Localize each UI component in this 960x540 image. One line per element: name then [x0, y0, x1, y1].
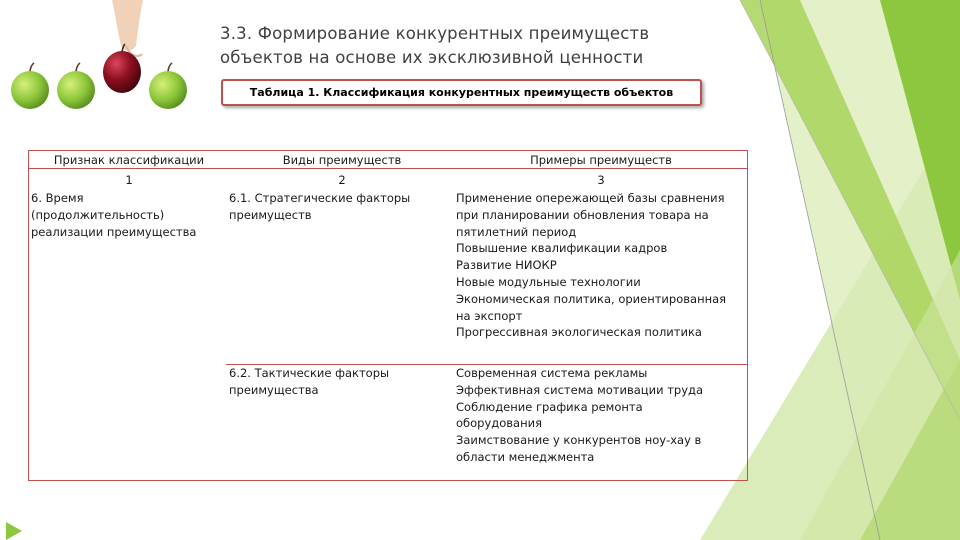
- slide-title-line: 3.3. Формирование конкурентных преимуществ: [220, 24, 650, 43]
- hand-icon: [112, 0, 143, 56]
- example-line: Применение опережающей базы сравнения: [456, 191, 725, 205]
- header-criterion: Признак классификации: [53, 153, 205, 167]
- example-line: Соблюдение графика ремонта: [456, 399, 643, 414]
- examples-cell: [456, 365, 703, 466]
- example-line: Современная система рекламы: [456, 366, 648, 380]
- classification-table: [28, 150, 748, 481]
- example-line: оборудования: [456, 416, 542, 431]
- table-caption: Таблица 1. Классификация конкурентных преимуществ объектов: [221, 79, 702, 106]
- example-line: Новые модульные технологии: [456, 274, 641, 289]
- column-number: 3: [597, 173, 605, 187]
- header-kinds: Виды преимуществ: [282, 153, 402, 167]
- green-arrow-icon: [6, 522, 22, 540]
- kind-cell: [229, 365, 389, 399]
- green-apple-icon: [57, 63, 95, 109]
- example-line: Прогрессивная экологическая политика: [456, 325, 702, 340]
- examples-cell: [456, 190, 726, 341]
- example-line: Развитие НИОКР: [456, 258, 557, 273]
- example-line: Повышение квалификации кадров: [456, 241, 668, 256]
- slide-title: [220, 22, 740, 70]
- kind-line: 6.2. Тактические факторы: [229, 366, 390, 380]
- apples-illustration: [0, 0, 200, 120]
- kind-line: преимущества: [229, 382, 319, 397]
- header-examples: Примеры преимуществ: [530, 153, 672, 167]
- example-line: области менеджмента: [456, 449, 595, 464]
- red-apple-icon: [103, 44, 141, 93]
- example-line: Экономическая политика, ориентированная: [456, 291, 727, 306]
- criterion-line: реализации преимущества: [31, 224, 197, 239]
- example-line: на экспорт: [456, 308, 523, 323]
- example-line: Эффективная система мотивации труда: [456, 382, 704, 397]
- column-number: 2: [338, 173, 346, 187]
- kind-line: преимуществ: [229, 207, 312, 222]
- criterion-cell: [31, 190, 196, 240]
- example-line: Заимствование у конкурентов ноу-хау в: [456, 433, 702, 448]
- example-line: при планировании обновления товара на: [456, 207, 709, 222]
- kind-cell: [229, 190, 410, 224]
- green-apple-icon: [11, 63, 49, 109]
- criterion-line: (продолжительность): [31, 207, 165, 222]
- column-number: 1: [125, 173, 133, 187]
- criterion-line: 6. Время: [31, 191, 84, 205]
- green-apple-icon: [149, 63, 187, 109]
- example-line: пятилетний период: [456, 224, 577, 239]
- slide-title-line: объектов на основе их эксклюзивной ценности: [220, 48, 644, 67]
- kind-line: 6.1. Стратегические факторы: [229, 191, 411, 205]
